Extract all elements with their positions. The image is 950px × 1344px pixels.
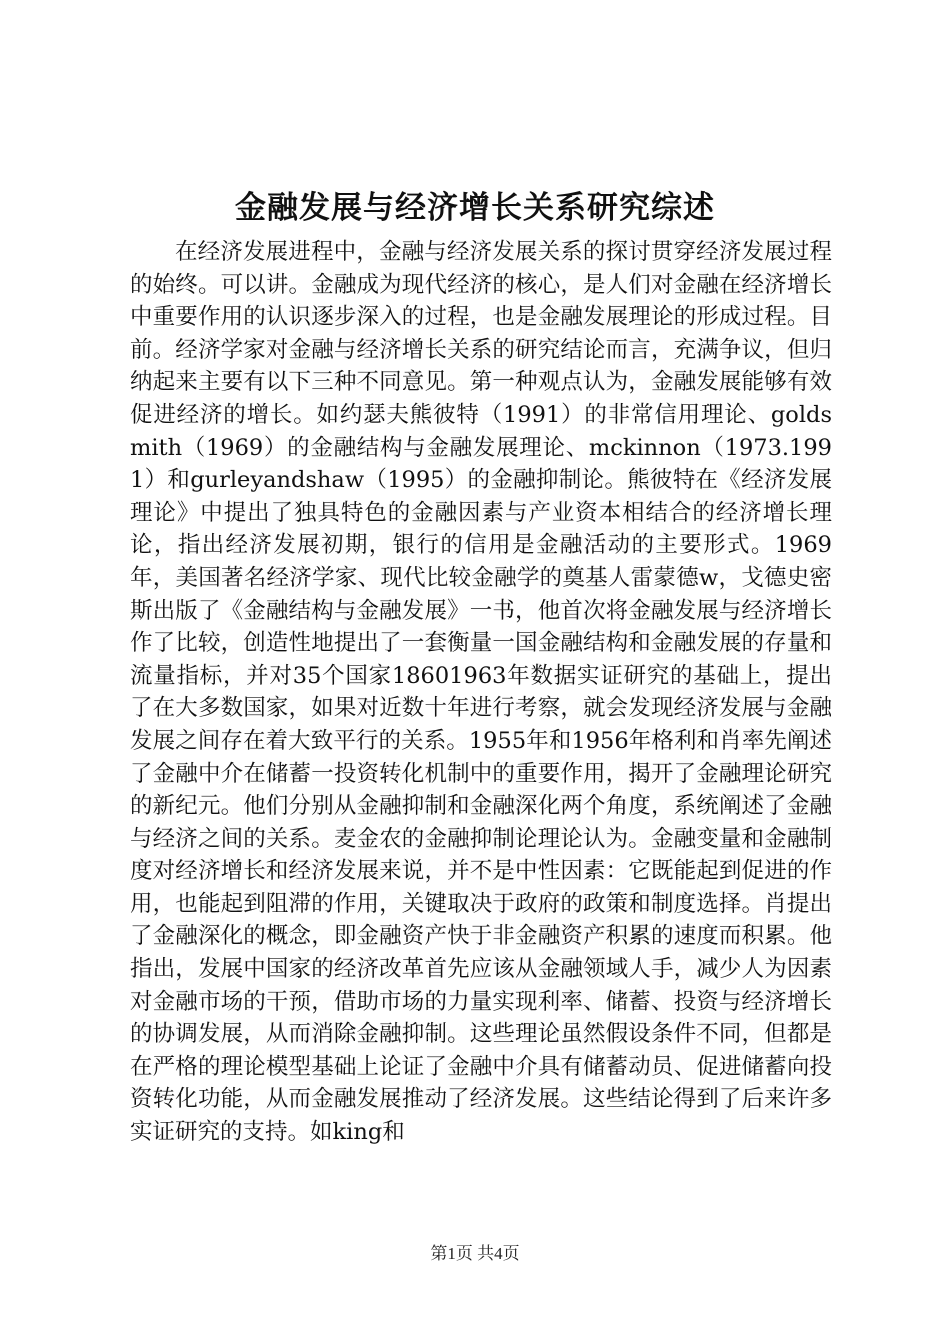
body-paragraph: 在经济发展进程中，金融与经济发展关系的探讨贯穿经济发展过程的始终。可以讲。金融成为现代经济的核心，是人们对金融在经济增长中重要作用的认识逐步深入的过程，也是金融发展理论的形成过程。目前。经济学家对金融与经济增长关系的研究结论而言，充满争议，但归纳起来主要有以下三种不同意见。第一种观点认为，金融发展能够有效促进经济的增长。如约瑟夫熊彼特（1991）的非常信用理论、goldsmith（1969）的金融结构与金融发展理论、mckinnon（1973.1991）和gurleyandshaw（1995）的金融抑制论。熊彼特在《经济发展理论》中提出了独具特色的金融因素与产业资本相结合的经济增长理论，指出经济发展初期，银行的信用是金融活动的主要形式。1969年，美国著名经济学家、现代比较金融学的奠基人雷蒙德w，戈德史密斯出版了《金融结构与金融发展》一书，他首次将金融发展与经济增长作了比较，创造性地提出了一套衡量一国金融结构和金融发展的存量和流量指标，并对35个国家18601963年数据实证研究的基础上，提出了在大多数国家，如果对近数十年进行考察，就会发现经济发展与金融发展之间存在着大致平行的关系。1955年和1956年格利和肖率先阐述了金融中介在储蓄一投资转化机制中的重要作用，揭开了金融理论研究的新纪元。他们分别从金融抑制和金融深化两个角度，系统阐述了金融与经济之间的关系。麦金农的金融抑制论理论认为。金融变量和金融制度对经济增长和经济发展来说，并不是中性因素：它既能起到促进的作用，也能起到阻滞的作用，关键取决于政府的政策和制度选择。肖提出了金融深化的概念，即金融资产快于非金融资产积累的速度而积累。他指出，发展中国家的经济改革首先应该从金融领域人手，减少人为因素对金融市场的干预，借助市场的力量实现利率、储蓄、投资与经济增长的协调发展，从而消除金融抑制。这些理论虽然假设条件不同，但都是在严格的理论模型基础上论证了金融中介具有储蓄动员、促进储蓄向投资转化功能，从而金融发展推动了经济发展。这些结论得到了后来许多实证研究的支持。如king和 <box>130 239 832 1146</box>
page-number-footer: 第1页 共4页 <box>430 1244 520 1263</box>
document-title: 金融发展与经济增长关系研究综述 <box>235 190 715 226</box>
